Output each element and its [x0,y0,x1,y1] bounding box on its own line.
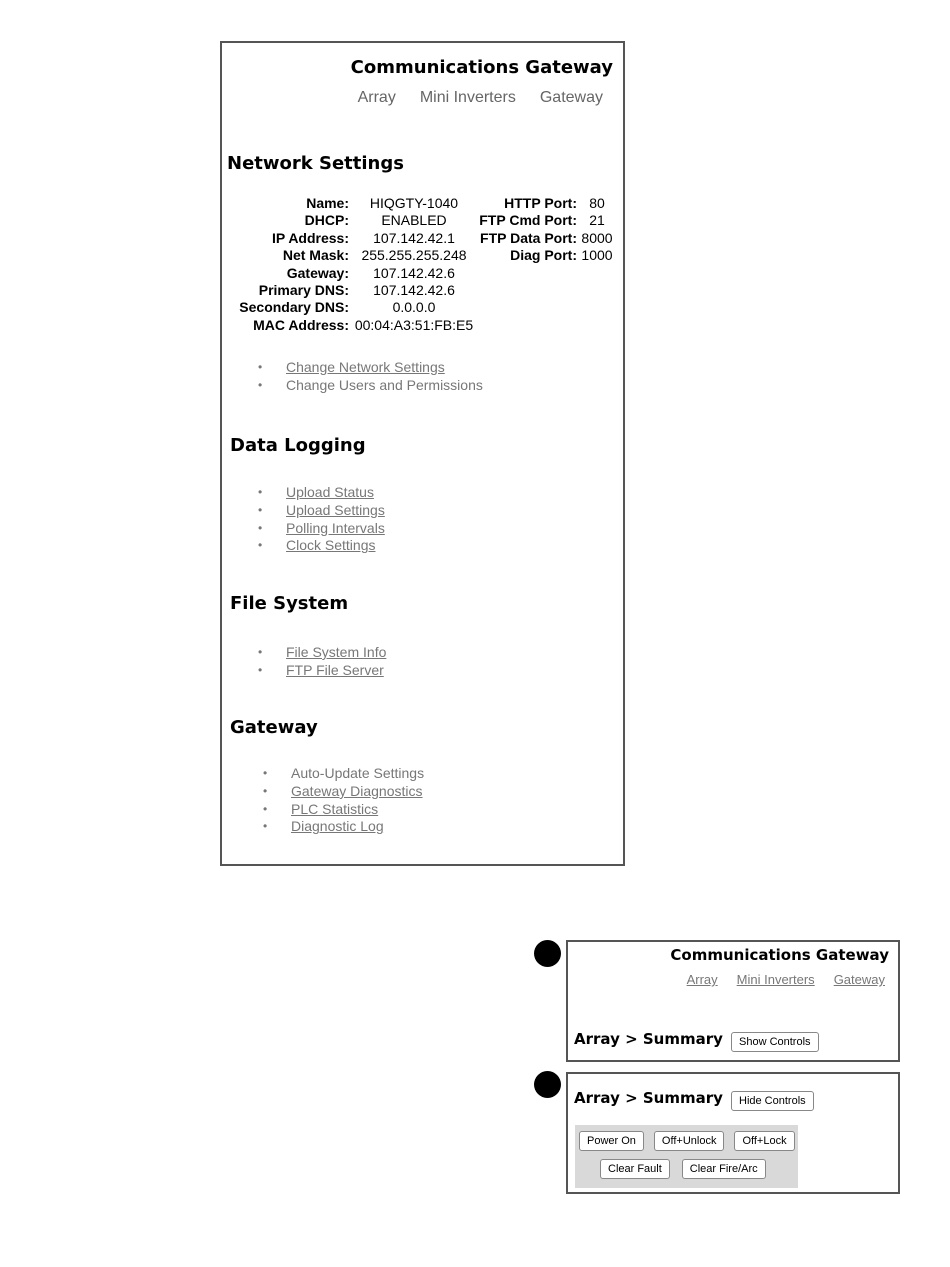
network-info-right [467,195,617,265]
clear-fire-arc-button[interactable]: Clear Fire/Arc [682,1159,766,1179]
network-row-primary-dns [227,282,479,299]
network-row-name [227,195,479,212]
nav-array[interactable]: Array [686,972,718,987]
link-text[interactable]: FTP File Server [286,661,384,678]
show-controls-button[interactable]: Show Controls [731,1032,819,1052]
network-value: 1000 [581,247,613,264]
list-item-ftp-file-server[interactable] [258,662,386,680]
gateway-heading: Gateway [230,717,318,738]
network-label: HTTP Port: [504,195,577,211]
list-item-change-network-settings[interactable] [258,359,483,377]
controls-row-2 [600,1159,766,1179]
network-label: Gateway: [286,264,349,281]
network-row-ftp-data-port [467,230,617,247]
controls-box [575,1125,798,1188]
bullet-icon: • [263,783,268,798]
network-value: 107.142.42.6 [373,264,455,281]
off-unlock-button[interactable]: Off+Unlock [654,1131,725,1151]
app-title: Communications Gateway [350,57,613,78]
list-item-auto-update-settings [263,765,424,783]
top-nav [358,89,603,107]
network-settings-heading: Network Settings [227,153,404,174]
bullet-icon: • [258,520,263,535]
network-value: 107.142.42.1 [373,229,455,246]
network-label: MAC Address: [253,316,349,333]
link-text[interactable]: File System Info [286,644,387,660]
breadcrumb: Array > Summary [574,1089,723,1107]
network-links [258,359,483,395]
network-row-net-mask [227,247,479,264]
callout-marker-1 [534,940,561,967]
list-item-change-users-permissions [258,377,483,395]
link-text[interactable]: Clock Settings [286,537,376,554]
network-value: ENABLED [381,212,447,229]
network-label: IP Address: [271,229,349,246]
network-value: HIQGTY-1040 [369,195,459,211]
nav-mini-inverters[interactable]: Mini Inverters [419,89,516,106]
list-item-plc-statistics[interactable] [263,801,424,819]
list-item-diagnostic-log[interactable] [263,818,424,836]
off-lock-button[interactable]: Off+Lock [734,1131,794,1151]
bullet-icon: • [263,801,268,816]
controls-row-1 [579,1131,795,1151]
network-label: Diag Port: [510,247,577,264]
bullet-icon: • [258,377,263,392]
link-text[interactable]: Gateway Diagnostics [291,782,423,799]
network-row-ip-address [227,230,479,247]
network-value: 0.0.0.0 [392,299,436,316]
nav-mini-inverters[interactable]: Mini Inverters [736,972,815,987]
list-item-upload-settings[interactable] [258,502,385,520]
nav-gateway[interactable]: Gateway [833,972,885,987]
network-value: 107.142.42.6 [373,282,455,299]
bullet-icon: • [258,645,263,659]
network-label: Net Mask: [282,247,349,264]
file-system-links [258,644,386,680]
link-text[interactable]: Diagnostic Log [291,818,384,835]
link-text[interactable]: Change Network Settings [286,359,445,375]
network-info-left [227,195,479,334]
callout-marker-2 [534,1071,561,1098]
network-label: FTP Data Port: [480,229,577,246]
link-text: Auto-Update Settings [291,765,425,781]
list-item-polling-intervals[interactable] [258,520,385,538]
network-row-secondary-dns [227,299,479,316]
link-text: Change Users and Permissions [286,376,483,393]
bullet-icon: • [258,538,263,553]
list-item-clock-settings[interactable] [258,537,385,555]
bullet-icon: • [258,485,263,499]
network-value: 8000 [581,229,613,246]
network-row-http-port [467,195,617,212]
bullet-icon: • [258,502,263,517]
network-row-dhcp [227,212,479,229]
network-row-ftp-cmd-port [467,212,617,229]
network-label: FTP Cmd Port: [479,212,577,229]
list-item-upload-status[interactable] [258,484,385,502]
power-on-button[interactable]: Power On [579,1131,644,1151]
network-label: DHCP: [304,212,349,229]
list-item-file-system-info[interactable] [258,644,386,662]
nav-array[interactable]: Array [357,89,396,106]
network-value: 21 [589,212,605,229]
array-summary-panel-collapsed [566,940,900,1062]
link-text[interactable]: PLC Statistics [291,800,379,817]
breadcrumb: Array > Summary [574,1030,723,1048]
panel-a-app-title: Communications Gateway [670,946,889,964]
link-text[interactable]: Upload Settings [286,501,385,518]
bullet-icon: • [258,360,263,374]
network-value: 00:04:A3:51:FB:E5 [354,316,474,333]
network-value: 80 [589,195,605,211]
panel-a-nav [687,972,885,987]
gateway-main-panel [220,41,625,866]
network-label: Secondary DNS: [239,299,349,316]
link-text[interactable]: Upload Status [286,484,374,500]
network-row-mac-address [227,317,479,334]
network-row-diag-port [467,247,617,264]
network-label: Name: [306,195,349,211]
clear-fault-button[interactable]: Clear Fault [600,1159,670,1179]
hide-controls-button[interactable]: Hide Controls [731,1091,814,1111]
network-row-gateway [227,265,479,282]
bullet-icon: • [263,819,268,834]
gateway-links [263,765,424,836]
network-label: Primary DNS: [258,282,349,299]
list-item-gateway-diagnostics[interactable] [263,783,424,801]
file-system-heading: File System [230,593,349,614]
array-summary-panel-expanded [566,1072,900,1194]
data-logging-links [258,484,385,555]
data-logging-heading: Data Logging [230,435,366,456]
nav-gateway[interactable]: Gateway [539,89,603,106]
bullet-icon: • [258,662,263,677]
bullet-icon: • [263,766,268,780]
link-text[interactable]: Polling Intervals [286,519,385,536]
network-value: 255.255.255.248 [361,247,467,264]
